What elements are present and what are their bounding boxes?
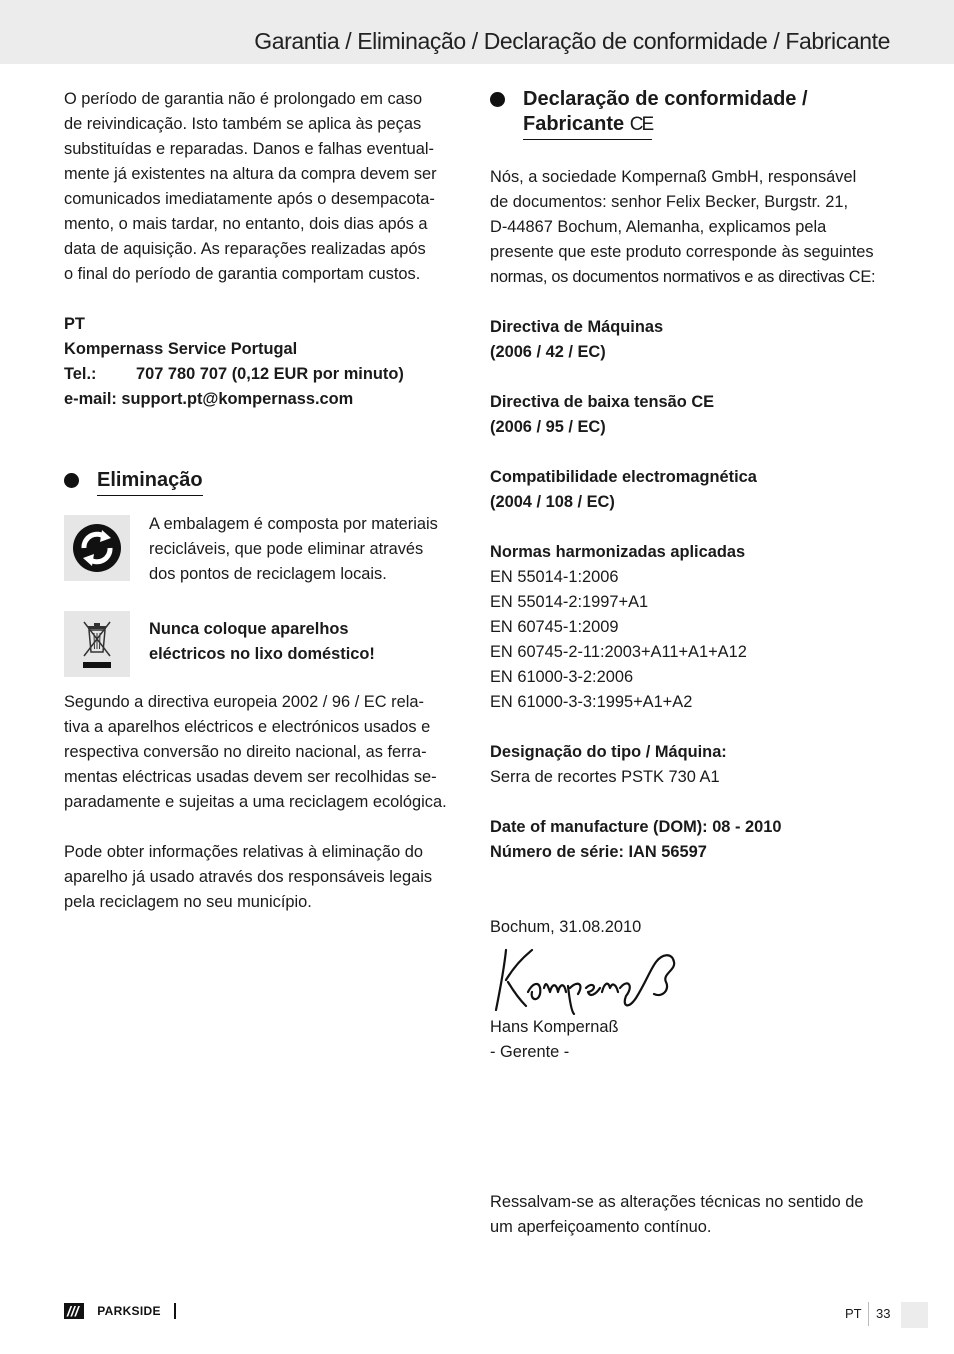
harmonized-norms — [490, 540, 900, 715]
disposal-info-paragraph — [64, 840, 464, 915]
weee-directive-paragraph — [64, 690, 464, 815]
recycle-icon — [64, 515, 130, 581]
norm-item: EN 61000-3-2:2006 — [490, 668, 634, 686]
text-line: paradamente e sujeitas a uma reciclagem ecológica. — [64, 793, 447, 811]
footer-tab — [901, 1302, 928, 1328]
text-line: presente que este produto corresponde às seguintes — [490, 243, 874, 261]
text-line: normas, os documentos normativos e as directivas CE: — [490, 268, 876, 286]
type-heading: Designação do tipo / Máquina: — [490, 743, 727, 761]
text-line: A embalagem é composta por materiais — [149, 515, 438, 533]
signer-role: - Gerente - — [490, 1043, 570, 1061]
norms-heading: Normas harmonizadas aplicadas — [490, 543, 746, 561]
text-line: substituídas e reparadas. Danos e falhas eventual- — [64, 140, 434, 158]
text-line: de reivindicação. Isto também se aplica às peças — [64, 115, 422, 133]
text-line: (2004 / 108 / EC) — [490, 493, 615, 511]
norm-item: EN 60745-1:2009 — [490, 618, 619, 636]
signature — [490, 940, 900, 1015]
text-line: um aperfeiçoamento contínuo. — [490, 1218, 712, 1236]
tel-label: Tel.: — [64, 365, 97, 383]
type-value: Serra de recortes PSTK 730 A1 — [490, 768, 720, 786]
tel-value: 707 780 707 (0,12 EUR por minuto) — [136, 365, 404, 383]
ce-mark-icon: CE — [629, 114, 653, 135]
crossed-bin-icon — [64, 611, 130, 677]
text-line: dos pontos de reciclagem locais. — [149, 565, 387, 583]
packaging-row — [64, 515, 464, 587]
signer-name: Hans Kompernaß — [490, 1018, 619, 1036]
text-line: mentas eléctricas usadas devem ser recolhidas se- — [64, 768, 437, 786]
contact-email-row — [64, 387, 464, 412]
text-line: pela reciclagem no seu município. — [64, 893, 312, 911]
conformity-heading-line1: Declaração de conformidade / — [523, 88, 808, 110]
text-line: Pode obter informações relativas à eliminação do — [64, 843, 423, 861]
text-line: mento, o mais tardar, no entanto, dois dias após a — [64, 215, 428, 233]
text-line: (2006 / 95 / EC) — [490, 418, 606, 436]
packaging-text — [149, 512, 438, 587]
language-code: PT — [845, 1306, 862, 1321]
conformity-heading-line2 — [523, 112, 652, 140]
manufacturer-heading-text: Fabricante — [523, 113, 625, 135]
disposal-heading — [64, 468, 464, 496]
bullet-icon — [64, 473, 79, 488]
low-voltage-directive — [490, 390, 900, 440]
email-value: support.pt@kompernass.com — [121, 390, 354, 408]
technical-disclaimer — [490, 1190, 900, 1240]
parkside-logo — [64, 1303, 176, 1319]
page-number: 33 — [876, 1306, 891, 1321]
norm-item: EN 55014-2:1997+A1 — [490, 593, 649, 611]
contact-service-name: Kompernass Service Portugal — [64, 340, 298, 358]
disposal-heading-text: Eliminação — [97, 468, 203, 496]
text-line: D-44867 Bochum, Alemanha, explicamos pela — [490, 218, 827, 236]
logo-text: PARKSIDE — [84, 1303, 174, 1319]
text-line: Segundo a directiva europeia 2002 / 96 / EC rela- — [64, 693, 424, 711]
text-line: O período de garantia não é prolongado em caso — [64, 90, 423, 108]
type-designation — [490, 740, 900, 790]
norm-item: EN 61000-3-3:1995+A1+A2 — [490, 693, 693, 711]
text-line: respectiva conversão no direito nacional, as ferra- — [64, 743, 427, 761]
footer-divider — [868, 1302, 869, 1326]
text-line: o final do período de garantia comportam custos. — [64, 265, 421, 283]
text-line: Nunca coloque aparelhos — [149, 620, 349, 638]
text-line: data de aquisição. As reparações realizadas após — [64, 240, 426, 258]
conformity-heading — [490, 87, 900, 140]
page-title: Garantia / Eliminação / Declaração de conformidade / Fabricante — [254, 28, 890, 54]
place-date: Bochum, 31.08.2010 — [490, 918, 642, 936]
text-line: (2006 / 42 / EC) — [490, 343, 606, 361]
manufacture-info — [490, 815, 900, 865]
contact-tel-row — [64, 362, 464, 387]
logo-slashes: /// — [67, 1303, 79, 1319]
text-line: Directiva de baixa tensão CE — [490, 393, 715, 411]
text-line: Ressalvam-se as alterações técnicas no sentido de — [490, 1193, 864, 1211]
emc-directive — [490, 465, 900, 515]
text-line: recicláveis, que pode eliminar através — [149, 540, 424, 558]
text-line: aparelho já usado através dos responsáveis legais — [64, 868, 433, 886]
text-line: comunicados imediatamente após o desempacota- — [64, 190, 435, 208]
weee-warning — [149, 617, 375, 677]
text-line: Directiva de Máquinas — [490, 318, 664, 336]
norm-item: EN 60745-2-11:2003+A11+A1+A12 — [490, 643, 747, 661]
right-column — [490, 87, 900, 1240]
text-line: de documentos: senhor Felix Becker, Burgstr. 21, — [490, 193, 849, 211]
declaration-intro — [490, 165, 900, 290]
text-line: eléctricos no lixo doméstico! — [149, 645, 375, 663]
left-column — [64, 87, 464, 915]
norm-item: EN 55014-1:2006 — [490, 568, 619, 586]
text-line: tiva a aparelhos eléctricos e electrónicos usados e — [64, 718, 431, 736]
bullet-icon — [490, 92, 505, 107]
machinery-directive — [490, 315, 900, 365]
date-of-manufacture: Date of manufacture (DOM): 08 - 2010 — [490, 818, 782, 836]
text-line: Nós, a sociedade Kompernaß GmbH, responsável — [490, 168, 857, 186]
text-line: mente já existentes na altura da compra devem ser — [64, 165, 437, 183]
warranty-paragraph — [64, 87, 464, 287]
contact-country: PT — [64, 315, 85, 333]
email-label: e-mail: — [64, 390, 117, 408]
service-contact — [64, 312, 464, 412]
text-line: Compatibilidade electromagnética — [490, 468, 757, 486]
weee-row — [64, 611, 464, 677]
serial-number: Número de série: IAN 56597 — [490, 843, 707, 861]
